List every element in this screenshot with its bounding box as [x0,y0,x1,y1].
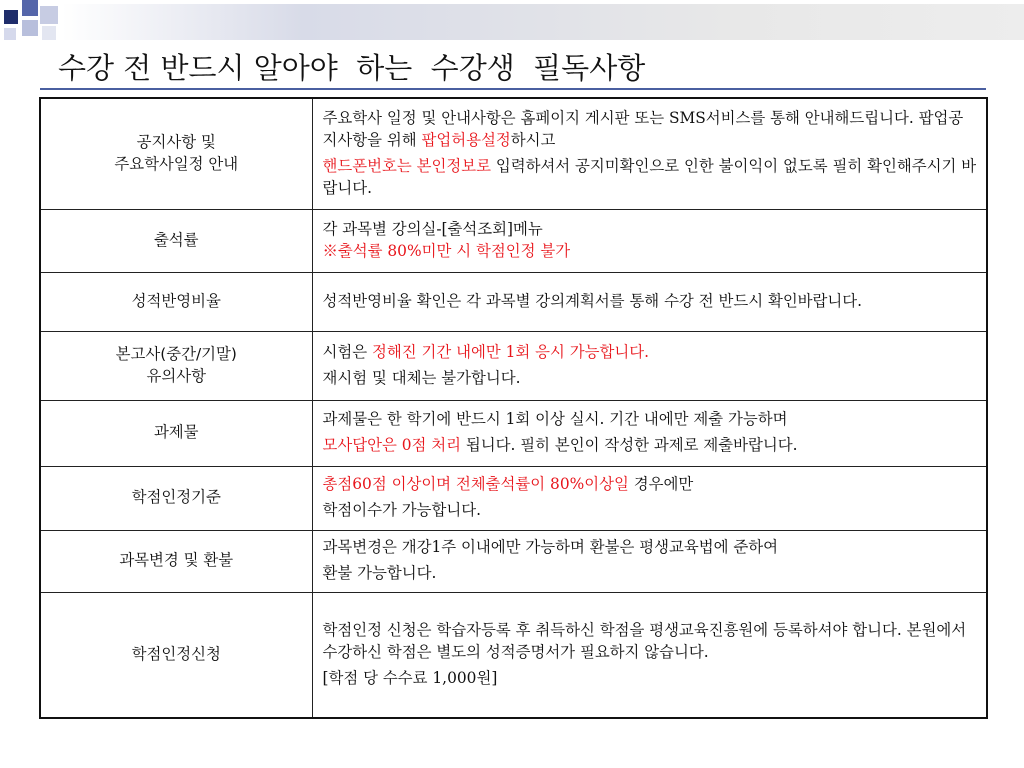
description-line [323,409,979,431]
category-label: 유의사항 [146,366,206,385]
description-line [323,537,979,559]
text-segment: 입력하셔서 공지미확인으로 인한 불이익이 없도록 필히 확인해주시기 바랍니다. [322,156,977,197]
category-label: 주요학사일정 안내 [114,154,239,173]
category-cell [40,98,312,209]
decor-square-light [40,6,58,24]
description-line [323,368,979,390]
category-cell [40,209,312,272]
category-label: 본고사(중간/기말) [115,344,237,363]
category-label: 과제물 [153,423,199,442]
description-line [323,474,979,496]
category-label: 출석률 [153,230,199,249]
description-cell [312,400,987,466]
table-row [40,209,987,272]
category-cell [40,592,312,718]
decor-square-blue [22,0,38,16]
description-line [323,156,979,200]
page-title: 수강 전 반드시 알아야 하는 수강생 필독사항 [58,51,646,85]
decor-square-navy [4,10,18,24]
text-segment: [학점 당 수수료 1,000원] [322,668,498,687]
text-segment: 재시험 및 대체는 불가합니다. [322,368,521,387]
description-line [323,668,979,690]
table-row [40,592,987,718]
text-segment: 됩니다. 필히 본인이 작성한 과제로 제출바랍니다. [461,436,798,454]
text-segment: 과목변경은 개강1주 이내에만 가능하며 환불은 평생교육법에 준하여 [322,538,778,557]
description-line [323,108,979,152]
description-line [323,219,979,241]
category-cell [40,400,312,466]
text-segment: 과제물은 한 학기에 반드시 1회 이상 실시. 기간 내에만 제출 가능하며 [322,410,788,429]
description-cell [312,209,987,272]
description-line [323,291,979,313]
text-segment: ※출석률 80%미만 시 학점인정 불가 [322,241,571,260]
table-row [40,98,987,209]
description-line [323,563,979,585]
category-label: 학점인정기준 [131,488,221,507]
title-underline [40,88,986,90]
category-cell [40,331,312,400]
table-row [40,272,987,331]
description-line [323,435,979,457]
text-segment: 정해진 기간 내에만 1회 응시 가능합니다. [372,342,650,361]
category-cell [40,466,312,530]
category-label: 학점인정신청 [131,644,221,663]
table-row [40,466,987,530]
description-cell [312,530,987,592]
description-cell [312,592,987,718]
text-segment: 환불 가능합니다. [322,564,437,582]
category-label: 성적반영비율 [131,291,221,310]
text-segment: 학점이수가 가능합니다. [322,501,481,519]
category-label: 공지사항 및 [136,132,216,151]
text-segment: 시험은 [322,342,372,361]
header-gradient-bar [62,4,1024,40]
category-label: 과목변경 및 환불 [119,551,234,570]
description-line [323,500,979,522]
text-segment: 총점60점 이상이며 전체출석률이 80%이상일 [322,475,629,494]
description-cell [312,98,987,209]
table-row [40,331,987,400]
decor-square-pale [42,26,56,40]
text-segment: 핸드폰번호는 본인정보로 [322,156,491,175]
text-segment: 각 과목별 강의실-[출석조회]메뉴 [322,219,543,238]
decor-square-pale-2 [4,28,16,40]
text-segment: 성적반영비율 확인은 각 과목별 강의계획서를 통해 수강 전 반드시 확인바랍니다. [322,291,863,310]
table-row [40,400,987,466]
description-cell [312,466,987,530]
notice-table [39,97,988,719]
text-segment: 주요학사 일정 및 안내사항은 홈페이지 게시판 또는 SMS서비스를 통해 안내해드립니다. 팝업공지사항을 위해 [322,109,964,149]
table-row [40,530,987,592]
description-line [323,620,979,664]
description-line [323,241,979,263]
category-cell [40,530,312,592]
text-segment: 팝업허용설정 [421,130,511,149]
description-cell [312,331,987,400]
text-segment: 학점인정 신청은 학습자등록 후 취득하신 학점을 평생교육진흥원에 등록하셔야 합니다. 본원에서 수강하신 학점은 별도의 성적증명서가 필요하지 않습니다. [322,620,967,661]
text-segment: 모사답안은 0점 처리 [322,436,462,454]
text-segment: 경우에만 [628,475,694,494]
description-cell [312,272,987,331]
text-segment: 하시고 [510,130,556,149]
category-cell [40,272,312,331]
description-line [323,342,979,364]
decor-square-light-2 [22,20,38,36]
